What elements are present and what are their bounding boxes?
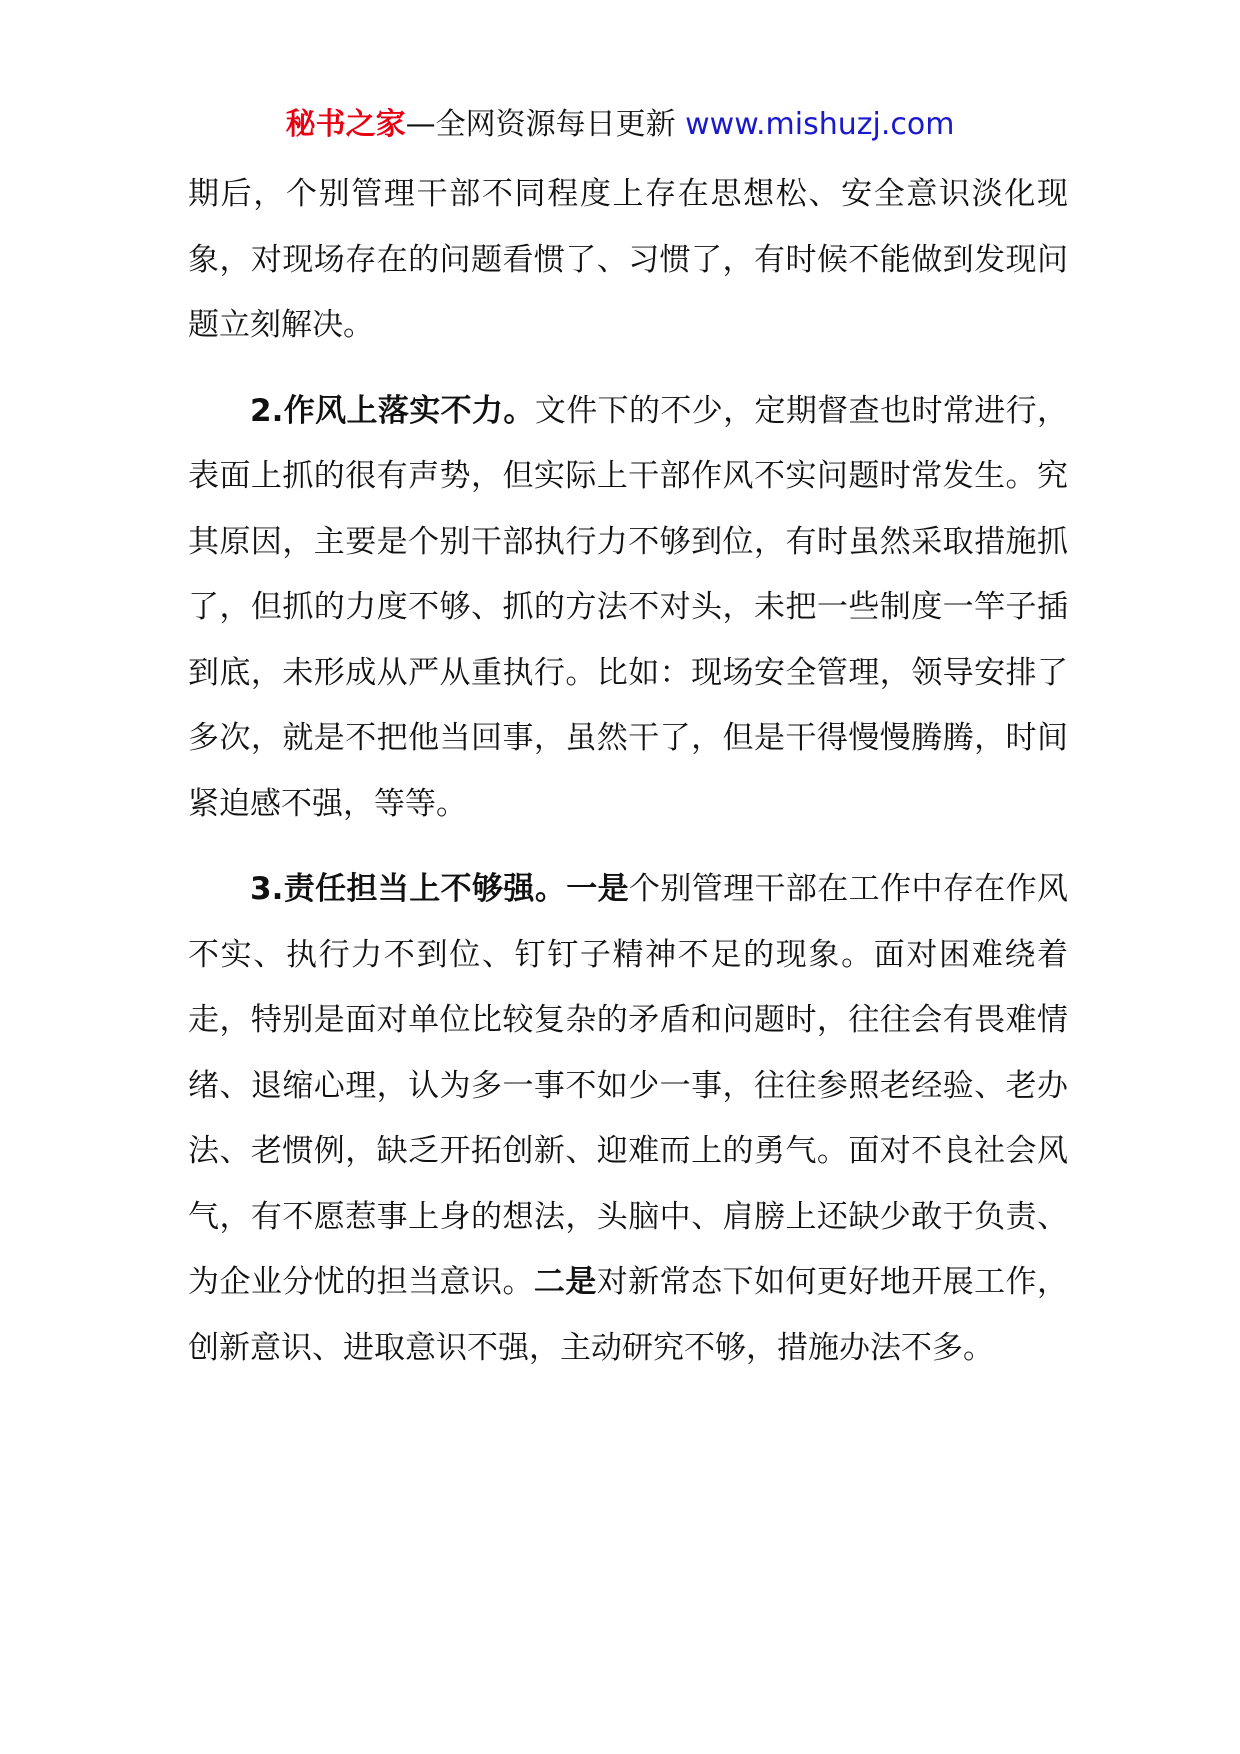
point-lead-first: 一是 (566, 871, 629, 907)
page-header (0, 103, 1240, 147)
paragraph-text: 文件下的不少，定期督查也时常进行，表面上抓的很有声势，但实际上干部作风不实问题时常发生。究其原因，主要是个别干部执行力不够到位，有时虽然采取措施抓了，但抓的力度不够、抓的方法不对头，未把一些制度一竿子插到底，未形成从严从重执行。比如：现场安全管理，领导安排了多次，就是不把他当回事，虽然干了，但是干得慢慢腾腾，时间紧迫感不强，等等。 (188, 392, 1068, 822)
paragraph-heading: 2.作风上落实不力。 (250, 392, 535, 429)
paragraph-responsibility-issue (188, 857, 1068, 1381)
document-body (188, 162, 1068, 1381)
paragraph-continuation (188, 162, 1068, 359)
paragraph-text: 个别管理干部在工作中存在作风不实、执行力不到位、钉钉子精神不足的现象。面对困难绕着走，特别是面对单位比较复杂的矛盾和问题时，往往会有畏难情绪、退缩心理，认为多一事不如少一事，往往参照老经验、老办法、老惯例，缺乏开拓创新、迎难而上的勇气。面对不良社会风气，有不愿惹事上身的想法，头脑中、肩膀上还缺少敢于负责、为企业分忧的担当意识。 (188, 871, 1068, 1300)
website-link[interactable]: www.mishuzj.com (685, 107, 955, 142)
paragraph-heading: 3.责任担当上不够强。 (250, 871, 567, 907)
brand-name: 秘书之家 (285, 107, 406, 142)
paragraph-style-issue (188, 379, 1068, 838)
point-lead-second: 二是 (533, 1264, 597, 1300)
paragraph-text: 期后，个别管理干部不同程度上存在思想松、安全意识淡化现象，对现场存在的问题看惯了、习惯了，有时候不能做到发现问题立刻解决。 (188, 176, 1068, 343)
header-tagline: —全网资源每日更新 (405, 107, 686, 142)
paragraph-text: 对新常态下如何更好地开展工作，创新意识、进取意识不强，主动研究不够，措施办法不多。 (188, 1264, 1069, 1366)
